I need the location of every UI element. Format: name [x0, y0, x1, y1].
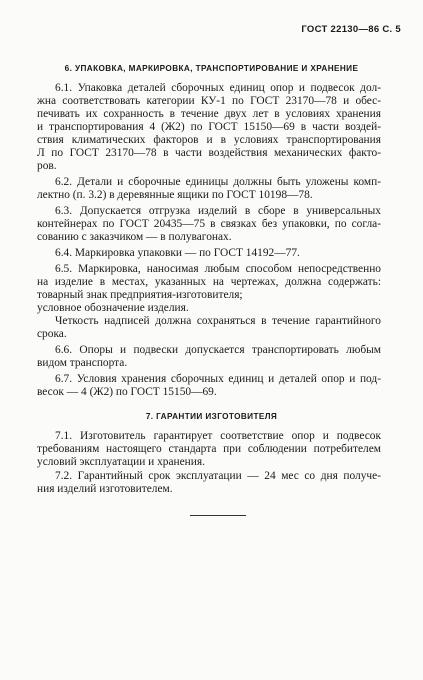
end-divider: [190, 515, 246, 516]
text-line: и транспортирования 4 (Ж2) по ГОСТ 15150—69 в части воздей-: [37, 121, 381, 133]
text-line: 6.5. Маркировка, наносимая любым способом непосредственно: [55, 263, 381, 275]
text-line: Четкость надписей должна сохраняться в течение гарантийного: [55, 315, 381, 327]
text-line: ров.: [37, 160, 57, 172]
text-line: 7.2. Гарантийный срок эксплуатации — 24 мес со дня получе-: [55, 470, 381, 482]
text-line: ния изделий изготовителем.: [37, 483, 173, 495]
text-line: условное обозначение изделия.: [37, 302, 189, 314]
text-line: товарный знак предприятия-изготовителя;: [37, 289, 243, 301]
text-line: 6.4. Маркировка упаковки — по ГОСТ 14192—77.: [55, 247, 300, 259]
section-6-title: 6. УПАКОВКА, МАРКИРОВКА, ТРАНСПОРТИРОВАНИЕ И ХРАНЕНИЕ: [64, 64, 359, 73]
text-line: Л по ГОСТ 23170—78 в части воздействия механических факто-: [37, 147, 381, 159]
page-header: ГОСТ 22130—86 С. 5: [301, 24, 401, 35]
text-line: лектно (п. 3.2) в деревянные ящики по ГОСТ 10198—78.: [37, 189, 313, 201]
section-7-title: 7. ГАРАНТИИ ИЗГОТОВИТЕЛЯ: [145, 412, 278, 421]
text-line: весок — 4 (Ж2) по ГОСТ 15150—69.: [37, 386, 217, 398]
text-line: жна соответствовать категории КУ-1 по ГОСТ 23170—78 и обес-: [37, 95, 381, 107]
text-line: 6.7. Условия хранения сборочных единиц и деталей опор и под-: [55, 373, 381, 385]
text-line: видом транспорта.: [37, 357, 128, 369]
text-line: печивать их сохранность в течение двух лет в условиях хранения: [37, 108, 381, 120]
text-line: 6.3. Допускается отгрузка изделий в сборе в универсальных: [55, 205, 381, 217]
text-line: 6.1. Упаковка деталей сборочных единиц опор и подвесок дол-: [55, 82, 381, 94]
text-line: срока.: [37, 328, 67, 340]
text-line: условий эксплуатации и хранения.: [37, 456, 205, 468]
text-line: 6.6. Опоры и подвески допускается транспортировать любым: [55, 344, 381, 356]
text-line: сованию с заказчиком — в полувагонах.: [37, 231, 232, 243]
text-line: ствия климатических факторов и в условиях транспортирования: [37, 134, 381, 146]
text-line: контейнерах по ГОСТ 20435—75 в связках без упаковки, по согла-: [37, 218, 381, 230]
text-line: на изделие в местах, указанных на чертежах, должна содержать:: [37, 276, 381, 288]
text-line: требованиям настоящего стандарта при соблюдении потребителем: [37, 443, 381, 455]
text-line: 6.2. Детали и сборочные единицы должны быть уложены комп-: [55, 176, 381, 188]
text-line: 7.1. Изготовитель гарантирует соответствие опор и подвесок: [55, 430, 381, 442]
